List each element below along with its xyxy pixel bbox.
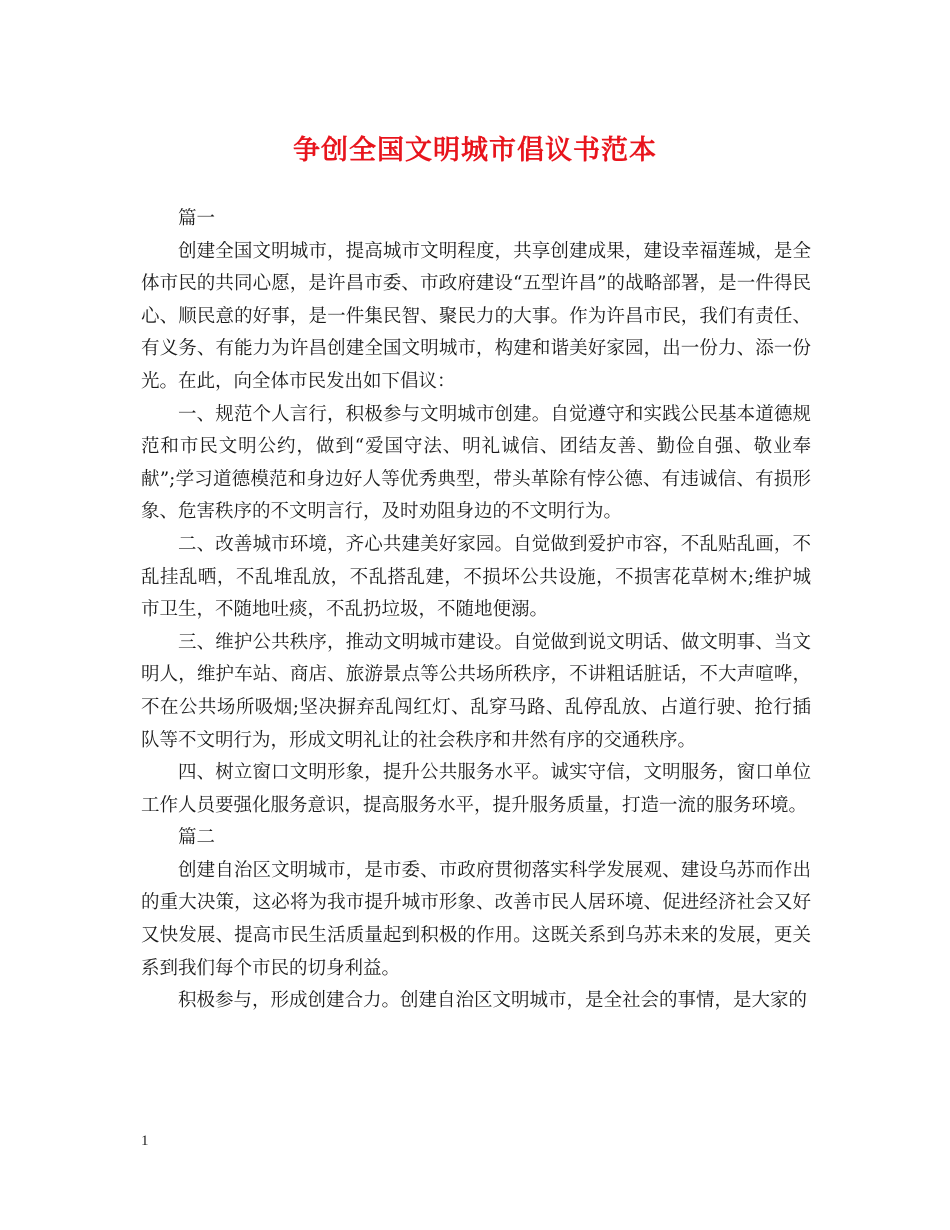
paragraph-item-3: 三、维护公共秩序，推动文明城市建设。自觉做到说文明话、做文明事、当文明人，维护车站、商店、旅游景点等公共场所秩序，不讲粗话脏话，不大声喧哗，不在公共场所吸烟;坚决摒弃乱闯红灯、乱穿马路、乱停乱放、占道行驶、抢行插队等不文明行为，形成文明礼让的社会秩序和井然有序的交通秩序。 [141,631,811,751]
paragraph-item-4: 四、树立窗口文明形象，提升公共服务水平。诚实守信，文明服务，窗口单位工作人员要强化服务意识，提高服务水平，提升服务质量，打造一流的服务环境。 [141,762,811,816]
paragraph-intro: 创建全国文明城市，提高城市文明程度，共享创建成果，建设幸福莲城，是全体市民的共同心愿，是许昌市委、市政府建设“五型许昌”的战略部署，是一件得民心、顺民意的好事，是一件集民智、聚民力的大事。作为许昌市民，我们有责任、有义务、有能力为许昌创建全国文明城市，构建和谐美好家园，出一份力、添一份光。在此，向全体市民发出如下倡议： [141,240,811,392]
section-heading-2: 篇二 [178,827,216,849]
page-number: 1 [141,1133,149,1149]
paragraph-item-2: 二、改善城市环境，齐心共建美好家园。自觉做到爱护市容，不乱贴乱画，不乱挂乱晒，不乱堆乱放，不乱搭乱建，不损坏公共设施，不损害花草树木;维护城市卫生，不随地吐痰，不乱扔垃圾，不随地便溺。 [141,533,811,621]
section-heading-1: 篇一 [178,208,216,229]
paragraph-intro-2: 创建自治区文明城市，是市委、市政府贯彻落实科学发展观、建设乌苏而作出的重大决策，这必将为我市提升城市形象、改善市民人居环境、促进经济社会又好又快发展、提高市民生活质量起到积极的作用。这既关系到乌苏未来的发展，更关系到我们每个市民的切身利益。 [141,859,811,979]
paragraph-partial: 积极参与，形成创建合力。创建自治区文明城市，是全社会的事情，是大家的 [178,990,808,1012]
document-body [141,203,811,1018]
document-title: 争创全国文明城市倡议书范本 [293,135,657,166]
paragraph-item-1: 一、规范个人言行，积极参与文明城市创建。自觉遵守和实践公民基本道德规范和市民文明公约，做到“爱国守法、明礼诚信、团结友善、勤俭自强、敬业奉献”;学习道德模范和身边好人等优秀典型，带头革除有悖公德、有违诚信、有损形象、危害秩序的不文明言行，及时劝阻身边的不文明行为。 [141,403,811,523]
